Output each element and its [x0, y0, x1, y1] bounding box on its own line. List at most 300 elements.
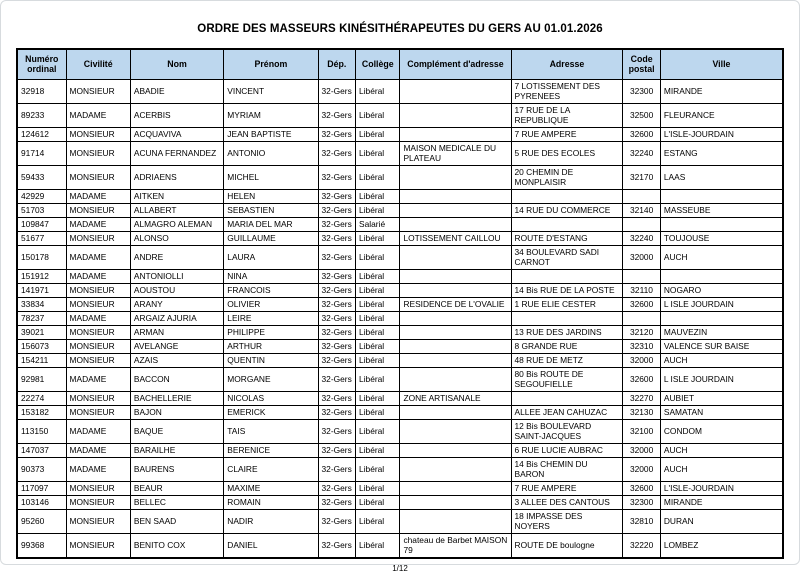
- cell-numero-ordinal: 113150: [17, 419, 66, 443]
- cell-adresse: 14 RUE DU COMMERCE: [511, 203, 623, 217]
- cell-nom: ADRIAENS: [130, 165, 223, 189]
- cell-dep: 32-Gers: [318, 509, 356, 533]
- cell-code-postal: 32240: [623, 231, 661, 245]
- cell-ville: MIRANDE: [660, 495, 783, 509]
- cell-complement-adresse: [400, 79, 511, 103]
- cell-college: Libéral: [356, 419, 400, 443]
- cell-nom: ANTONIOLLI: [130, 269, 223, 283]
- cell-prenom: LAURA: [224, 245, 318, 269]
- cell-complement-adresse: [400, 245, 511, 269]
- cell-nom: AOUSTOU: [130, 283, 223, 297]
- cell-prenom: VINCENT: [224, 79, 318, 103]
- cell-complement-adresse: [400, 269, 511, 283]
- cell-civilite: MONSIEUR: [66, 509, 130, 533]
- cell-college: Libéral: [356, 283, 400, 297]
- cell-college: Libéral: [356, 339, 400, 353]
- cell-code-postal: 32000: [623, 457, 661, 481]
- cell-adresse: 7 RUE AMPERE: [511, 127, 623, 141]
- cell-college: Libéral: [356, 165, 400, 189]
- cell-prenom: PHILIPPE: [224, 325, 318, 339]
- cell-ville: L ISLE JOURDAIN: [660, 297, 783, 311]
- cell-code-postal: 32000: [623, 245, 661, 269]
- cell-numero-ordinal: 117097: [17, 481, 66, 495]
- cell-dep: 32-Gers: [318, 325, 356, 339]
- cell-ville: DURAN: [660, 509, 783, 533]
- cell-numero-ordinal: 78237: [17, 311, 66, 325]
- table-row: [17, 189, 783, 203]
- cell-prenom: EMERICK: [224, 405, 318, 419]
- cell-dep: 32-Gers: [318, 391, 356, 405]
- cell-complement-adresse: [400, 325, 511, 339]
- cell-code-postal: 32270: [623, 391, 661, 405]
- cell-college: Libéral: [356, 405, 400, 419]
- cell-code-postal: 32220: [623, 533, 661, 558]
- cell-dep: 32-Gers: [318, 189, 356, 203]
- table-row: [17, 533, 783, 558]
- cell-dep: 32-Gers: [318, 141, 356, 165]
- cell-civilite: MONSIEUR: [66, 353, 130, 367]
- cell-complement-adresse: RESIDENCE DE L'OVALIE: [400, 297, 511, 311]
- cell-college: Libéral: [356, 509, 400, 533]
- cell-college: Libéral: [356, 457, 400, 481]
- cell-dep: 32-Gers: [318, 353, 356, 367]
- cell-nom: ARGAIZ AJURIA: [130, 311, 223, 325]
- cell-nom: ARANY: [130, 297, 223, 311]
- cell-adresse: [511, 311, 623, 325]
- cell-college: Libéral: [356, 391, 400, 405]
- table-row: [17, 367, 783, 391]
- cell-prenom: HELEN: [224, 189, 318, 203]
- cell-adresse: 3 ALLEE DES CANTOUS: [511, 495, 623, 509]
- table-row: [17, 103, 783, 127]
- cell-dep: 32-Gers: [318, 297, 356, 311]
- column-header-nom: Nom: [130, 49, 223, 79]
- cell-ville: [660, 311, 783, 325]
- table-row: [17, 297, 783, 311]
- cell-adresse: 17 RUE DE LA REPUBLIQUE: [511, 103, 623, 127]
- column-header-adresse: Adresse: [511, 49, 623, 79]
- table-row: [17, 165, 783, 189]
- table-row: [17, 311, 783, 325]
- cell-nom: BARAILHE: [130, 443, 223, 457]
- cell-complement-adresse: [400, 311, 511, 325]
- cell-code-postal: 32140: [623, 203, 661, 217]
- cell-complement-adresse: [400, 283, 511, 297]
- cell-prenom: QUENTIN: [224, 353, 318, 367]
- cell-numero-ordinal: 90373: [17, 457, 66, 481]
- cell-prenom: LEIRE: [224, 311, 318, 325]
- cell-complement-adresse: [400, 127, 511, 141]
- cell-adresse: [511, 189, 623, 203]
- cell-prenom: FRANCOIS: [224, 283, 318, 297]
- cell-college: Libéral: [356, 533, 400, 558]
- cell-complement-adresse: [400, 509, 511, 533]
- cell-college: Libéral: [356, 367, 400, 391]
- cell-numero-ordinal: 153182: [17, 405, 66, 419]
- cell-code-postal: 32240: [623, 141, 661, 165]
- cell-civilite: MONSIEUR: [66, 297, 130, 311]
- table-row: [17, 325, 783, 339]
- cell-dep: 32-Gers: [318, 269, 356, 283]
- cell-ville: ESTANG: [660, 141, 783, 165]
- cell-civilite: MONSIEUR: [66, 533, 130, 558]
- cell-ville: TOUJOUSE: [660, 231, 783, 245]
- cell-prenom: BERENICE: [224, 443, 318, 457]
- cell-complement-adresse: [400, 457, 511, 481]
- cell-numero-ordinal: 151912: [17, 269, 66, 283]
- cell-dep: 32-Gers: [318, 481, 356, 495]
- cell-code-postal: 32600: [623, 481, 661, 495]
- cell-numero-ordinal: 32918: [17, 79, 66, 103]
- cell-dep: 32-Gers: [318, 79, 356, 103]
- cell-complement-adresse: [400, 217, 511, 231]
- cell-ville: LOMBEZ: [660, 533, 783, 558]
- cell-nom: ALONSO: [130, 231, 223, 245]
- cell-nom: BAJON: [130, 405, 223, 419]
- cell-civilite: MADAME: [66, 311, 130, 325]
- cell-college: Libéral: [356, 189, 400, 203]
- cell-code-postal: 32110: [623, 283, 661, 297]
- cell-dep: 32-Gers: [318, 283, 356, 297]
- cell-ville: AUCH: [660, 353, 783, 367]
- cell-prenom: MICHEL: [224, 165, 318, 189]
- cell-ville: AUBIET: [660, 391, 783, 405]
- cell-college: Libéral: [356, 231, 400, 245]
- cell-ville: LAAS: [660, 165, 783, 189]
- cell-civilite: MONSIEUR: [66, 165, 130, 189]
- cell-nom: BACHELLERIE: [130, 391, 223, 405]
- cell-ville: AUCH: [660, 457, 783, 481]
- cell-nom: BAURENS: [130, 457, 223, 481]
- cell-code-postal: 32130: [623, 405, 661, 419]
- cell-numero-ordinal: 22274: [17, 391, 66, 405]
- cell-nom: BENITO COX: [130, 533, 223, 558]
- cell-numero-ordinal: 154211: [17, 353, 66, 367]
- cell-nom: BEAUR: [130, 481, 223, 495]
- cell-numero-ordinal: 156073: [17, 339, 66, 353]
- cell-college: Libéral: [356, 443, 400, 457]
- cell-numero-ordinal: 141971: [17, 283, 66, 297]
- cell-numero-ordinal: 103146: [17, 495, 66, 509]
- cell-complement-adresse: [400, 495, 511, 509]
- cell-complement-adresse: [400, 189, 511, 203]
- cell-college: Libéral: [356, 481, 400, 495]
- cell-dep: 32-Gers: [318, 245, 356, 269]
- cell-ville: VALENCE SUR BAISE: [660, 339, 783, 353]
- cell-complement-adresse: [400, 353, 511, 367]
- cell-civilite: MONSIEUR: [66, 79, 130, 103]
- cell-dep: 32-Gers: [318, 217, 356, 231]
- cell-code-postal: 32310: [623, 339, 661, 353]
- cell-numero-ordinal: 33834: [17, 297, 66, 311]
- cell-nom: ACQUAVIVA: [130, 127, 223, 141]
- cell-adresse: ROUTE DE boulogne: [511, 533, 623, 558]
- cell-civilite: MADAME: [66, 443, 130, 457]
- cell-dep: 32-Gers: [318, 203, 356, 217]
- cell-numero-ordinal: 92981: [17, 367, 66, 391]
- cell-adresse: 13 RUE DES JARDINS: [511, 325, 623, 339]
- cell-nom: ACUNA FERNANDEZ: [130, 141, 223, 165]
- cell-prenom: ARTHUR: [224, 339, 318, 353]
- cell-numero-ordinal: 39021: [17, 325, 66, 339]
- table-row: [17, 443, 783, 457]
- cell-adresse: 20 CHEMIN DE MONPLAISIR: [511, 165, 623, 189]
- cell-civilite: MONSIEUR: [66, 481, 130, 495]
- cell-code-postal: 32600: [623, 127, 661, 141]
- cell-civilite: MADAME: [66, 189, 130, 203]
- cell-dep: 32-Gers: [318, 127, 356, 141]
- cell-adresse: 18 IMPASSE DES NOYERS: [511, 509, 623, 533]
- cell-nom: ALMAGRO ALEMAN: [130, 217, 223, 231]
- cell-adresse: 14 Bis RUE DE LA POSTE: [511, 283, 623, 297]
- cell-college: Libéral: [356, 103, 400, 127]
- column-header-code-postal: Code postal: [623, 49, 661, 79]
- column-header-prenom: Prénom: [224, 49, 318, 79]
- cell-civilite: MONSIEUR: [66, 141, 130, 165]
- cell-nom: BAQUE: [130, 419, 223, 443]
- cell-code-postal: 32300: [623, 495, 661, 509]
- table-row: [17, 495, 783, 509]
- cell-adresse: 6 RUE LUCIE AUBRAC: [511, 443, 623, 457]
- page-title: ORDRE DES MASSEURS KINÉSITHÉRAPEUTES DU GERS AU 01.01.2026: [197, 23, 603, 35]
- cell-complement-adresse: [400, 203, 511, 217]
- cell-dep: 32-Gers: [318, 457, 356, 481]
- kinesitherapeutes-table: [16, 48, 784, 559]
- cell-civilite: MONSIEUR: [66, 339, 130, 353]
- cell-nom: BELLEC: [130, 495, 223, 509]
- cell-civilite: MADAME: [66, 419, 130, 443]
- cell-complement-adresse: LOTISSEMENT CAILLOU: [400, 231, 511, 245]
- table-row: [17, 481, 783, 495]
- cell-ville: AUCH: [660, 245, 783, 269]
- table-row: [17, 405, 783, 419]
- cell-numero-ordinal: 109847: [17, 217, 66, 231]
- column-header-numero-ordinal: Numéro ordinal: [17, 49, 66, 79]
- cell-civilite: MADAME: [66, 217, 130, 231]
- cell-adresse: 5 RUE DES ECOLES: [511, 141, 623, 165]
- cell-adresse: 1 RUE ELIE CESTER: [511, 297, 623, 311]
- cell-prenom: CLAIRE: [224, 457, 318, 481]
- table-body: [17, 79, 783, 558]
- cell-numero-ordinal: 99368: [17, 533, 66, 558]
- table-row: [17, 127, 783, 141]
- cell-ville: [660, 217, 783, 231]
- cell-numero-ordinal: 42929: [17, 189, 66, 203]
- cell-complement-adresse: [400, 443, 511, 457]
- cell-prenom: MAXIME: [224, 481, 318, 495]
- cell-prenom: DANIEL: [224, 533, 318, 558]
- cell-ville: MAUVEZIN: [660, 325, 783, 339]
- table-header: [17, 49, 783, 79]
- cell-dep: 32-Gers: [318, 443, 356, 457]
- cell-complement-adresse: [400, 405, 511, 419]
- cell-code-postal: 32810: [623, 509, 661, 533]
- cell-code-postal: 32100: [623, 419, 661, 443]
- cell-prenom: ROMAIN: [224, 495, 318, 509]
- cell-ville: MIRANDE: [660, 79, 783, 103]
- cell-complement-adresse: chateau de Barbet MAISON 79: [400, 533, 511, 558]
- cell-numero-ordinal: 51703: [17, 203, 66, 217]
- cell-adresse: 34 BOULEVARD SADI CARNOT: [511, 245, 623, 269]
- cell-prenom: SEBASTIEN: [224, 203, 318, 217]
- cell-dep: 32-Gers: [318, 533, 356, 558]
- column-header-dep: Dép.: [318, 49, 356, 79]
- cell-code-postal: 32170: [623, 165, 661, 189]
- table-row: [17, 391, 783, 405]
- cell-code-postal: 32600: [623, 297, 661, 311]
- cell-adresse: 14 Bis CHEMIN DU BARON: [511, 457, 623, 481]
- column-header-civilite: Civilité: [66, 49, 130, 79]
- cell-adresse: [511, 269, 623, 283]
- cell-code-postal: [623, 311, 661, 325]
- cell-college: Libéral: [356, 297, 400, 311]
- table-row: [17, 269, 783, 283]
- cell-adresse: ALLEE JEAN CAHUZAC: [511, 405, 623, 419]
- cell-code-postal: 32000: [623, 443, 661, 457]
- cell-civilite: MONSIEUR: [66, 127, 130, 141]
- cell-prenom: NADIR: [224, 509, 318, 533]
- cell-prenom: MYRIAM: [224, 103, 318, 127]
- cell-college: Libéral: [356, 245, 400, 269]
- cell-dep: 32-Gers: [318, 367, 356, 391]
- cell-dep: 32-Gers: [318, 103, 356, 127]
- cell-civilite: MONSIEUR: [66, 283, 130, 297]
- cell-civilite: MONSIEUR: [66, 405, 130, 419]
- cell-adresse: ROUTE D'ESTANG: [511, 231, 623, 245]
- cell-adresse: 80 Bis ROUTE DE SEGOUFIELLE: [511, 367, 623, 391]
- cell-numero-ordinal: 89233: [17, 103, 66, 127]
- cell-college: Libéral: [356, 495, 400, 509]
- cell-civilite: MONSIEUR: [66, 325, 130, 339]
- cell-code-postal: [623, 189, 661, 203]
- cell-prenom: TAIS: [224, 419, 318, 443]
- cell-nom: ABADIE: [130, 79, 223, 103]
- cell-nom: AZAIS: [130, 353, 223, 367]
- cell-nom: AVELANGE: [130, 339, 223, 353]
- table-row: [17, 457, 783, 481]
- cell-adresse: [511, 391, 623, 405]
- cell-ville: [660, 189, 783, 203]
- column-header-college: Collège: [356, 49, 400, 79]
- cell-dep: 32-Gers: [318, 165, 356, 189]
- table-row: [17, 203, 783, 217]
- cell-prenom: MARIA DEL MAR: [224, 217, 318, 231]
- cell-numero-ordinal: 124612: [17, 127, 66, 141]
- cell-prenom: GUILLAUME: [224, 231, 318, 245]
- cell-adresse: [511, 217, 623, 231]
- cell-college: Libéral: [356, 141, 400, 165]
- column-header-ville: Ville: [660, 49, 783, 79]
- cell-numero-ordinal: 147037: [17, 443, 66, 457]
- cell-adresse: 48 RUE DE METZ: [511, 353, 623, 367]
- table-row: [17, 283, 783, 297]
- table-header-row: [17, 49, 783, 79]
- cell-complement-adresse: [400, 367, 511, 391]
- cell-ville: MASSEUBE: [660, 203, 783, 217]
- cell-prenom: NICOLAS: [224, 391, 318, 405]
- cell-ville: CONDOM: [660, 419, 783, 443]
- cell-code-postal: [623, 269, 661, 283]
- cell-ville: SAMATAN: [660, 405, 783, 419]
- cell-code-postal: 32500: [623, 103, 661, 127]
- cell-complement-adresse: [400, 481, 511, 495]
- cell-college: Libéral: [356, 311, 400, 325]
- cell-nom: ALLABERT: [130, 203, 223, 217]
- cell-complement-adresse: MAISON MEDICALE DU PLATEAU: [400, 141, 511, 165]
- cell-nom: ANDRE: [130, 245, 223, 269]
- cell-civilite: MONSIEUR: [66, 391, 130, 405]
- page-number: 1/12: [392, 563, 408, 573]
- cell-numero-ordinal: 51677: [17, 231, 66, 245]
- cell-adresse: 12 Bis BOULEVARD SAINT-JACQUES: [511, 419, 623, 443]
- cell-civilite: MONSIEUR: [66, 203, 130, 217]
- cell-adresse: 7 RUE AMPERE: [511, 481, 623, 495]
- cell-code-postal: 32120: [623, 325, 661, 339]
- cell-code-postal: 32600: [623, 367, 661, 391]
- cell-civilite: MADAME: [66, 245, 130, 269]
- table-row: [17, 79, 783, 103]
- cell-nom: BEN SAAD: [130, 509, 223, 533]
- cell-prenom: ANTONIO: [224, 141, 318, 165]
- cell-complement-adresse: ZONE ARTISANALE: [400, 391, 511, 405]
- cell-ville: FLEURANCE: [660, 103, 783, 127]
- cell-nom: BACCON: [130, 367, 223, 391]
- cell-ville: L'ISLE-JOURDAIN: [660, 127, 783, 141]
- cell-complement-adresse: [400, 419, 511, 443]
- cell-prenom: OLIVIER: [224, 297, 318, 311]
- cell-college: Libéral: [356, 269, 400, 283]
- table-row: [17, 509, 783, 533]
- cell-prenom: NINA: [224, 269, 318, 283]
- cell-ville: AUCH: [660, 443, 783, 457]
- cell-numero-ordinal: 91714: [17, 141, 66, 165]
- cell-code-postal: [623, 217, 661, 231]
- cell-civilite: MADAME: [66, 103, 130, 127]
- cell-dep: 32-Gers: [318, 405, 356, 419]
- cell-dep: 32-Gers: [318, 339, 356, 353]
- cell-complement-adresse: [400, 339, 511, 353]
- cell-code-postal: 32300: [623, 79, 661, 103]
- cell-complement-adresse: [400, 103, 511, 127]
- cell-civilite: MADAME: [66, 367, 130, 391]
- cell-numero-ordinal: 150178: [17, 245, 66, 269]
- cell-dep: 32-Gers: [318, 495, 356, 509]
- cell-ville: L'ISLE-JOURDAIN: [660, 481, 783, 495]
- table-row: [17, 339, 783, 353]
- cell-civilite: MADAME: [66, 269, 130, 283]
- cell-code-postal: 32000: [623, 353, 661, 367]
- cell-ville: NOGARO: [660, 283, 783, 297]
- table-row: [17, 141, 783, 165]
- cell-civilite: MONSIEUR: [66, 495, 130, 509]
- cell-prenom: JEAN BAPTISTE: [224, 127, 318, 141]
- cell-dep: 32-Gers: [318, 311, 356, 325]
- cell-adresse: 7 LOTISSEMENT DES PYRENEES: [511, 79, 623, 103]
- table-row: [17, 217, 783, 231]
- cell-college: Libéral: [356, 203, 400, 217]
- cell-ville: [660, 269, 783, 283]
- cell-civilite: MONSIEUR: [66, 231, 130, 245]
- table-row: [17, 231, 783, 245]
- cell-complement-adresse: [400, 165, 511, 189]
- table-row: [17, 419, 783, 443]
- cell-numero-ordinal: 95260: [17, 509, 66, 533]
- cell-college: Libéral: [356, 325, 400, 339]
- cell-nom: ARMAN: [130, 325, 223, 339]
- cell-ville: L ISLE JOURDAIN: [660, 367, 783, 391]
- cell-college: Libéral: [356, 79, 400, 103]
- cell-adresse: 8 GRANDE RUE: [511, 339, 623, 353]
